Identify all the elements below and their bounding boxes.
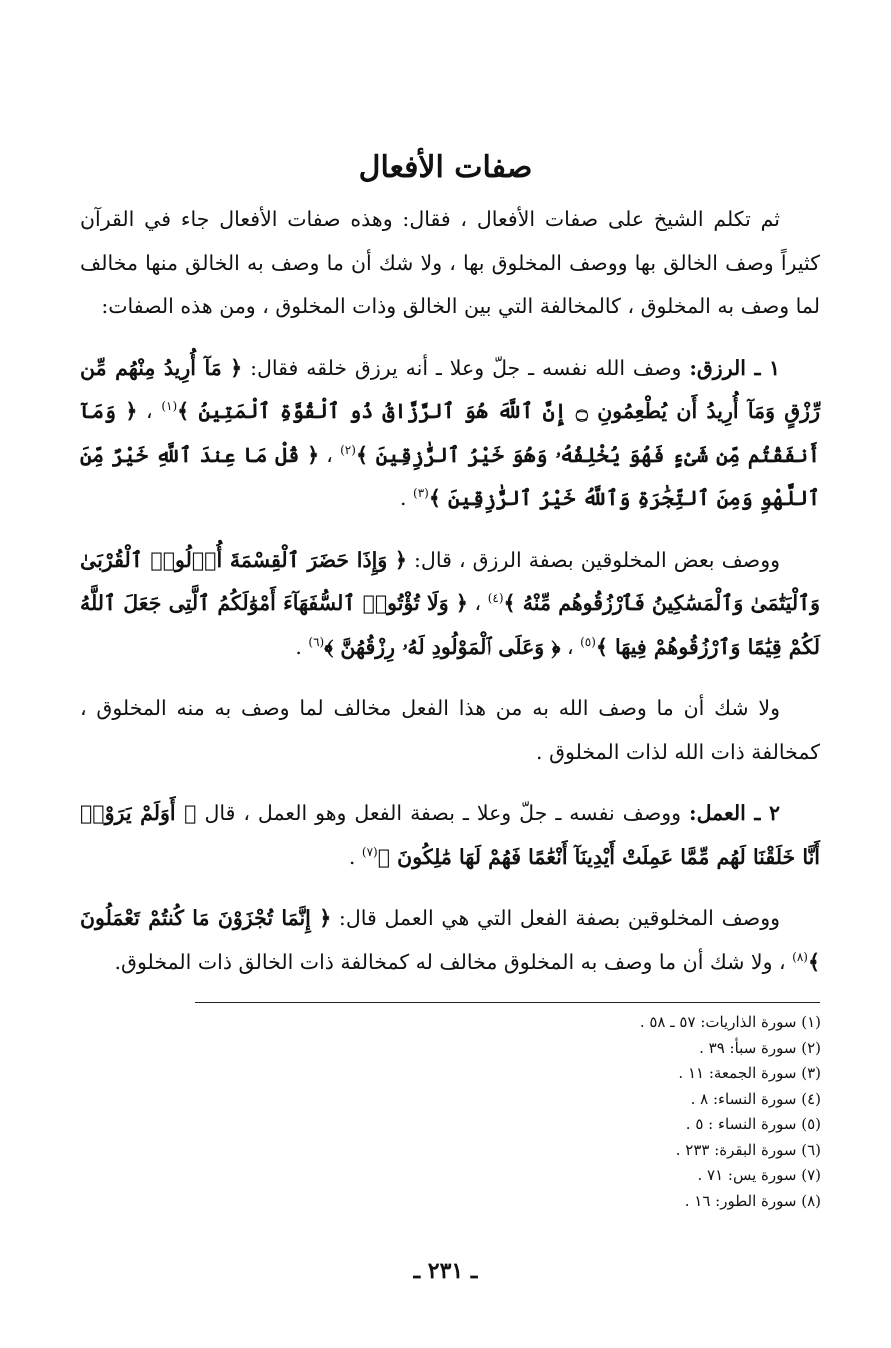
footnote-ref: (٢) [340, 442, 356, 457]
heading-amal: ٢ ـ العمل: [689, 801, 780, 825]
heading-rizq: ١ ـ الرزق: [689, 355, 780, 380]
quran-verse: ﴿ وَعَلَى ٱلْمَوْلُودِ لَهُۥ رِزْقُهُنَّ ﴾ [324, 634, 561, 659]
paragraph-difference: ولا شك أن ما وصف الله به من هذا الفعل مخالف لما وصف به منه المخلوق ، كمخالفة ذات الله لذات المخلوق . [80, 696, 820, 764]
paragraph-rizq: ١ ـ الرزق: وصف الله نفسه ـ جلّ وعلا ـ أنه يرزق خلقه فقال: ﴿ مَآ أُرِيدُ مِنْهُم مِّن رِّزْقٍ وَمَآ أُرِيدُ أَن يُطْعِمُونِ ۝ إِنَّ ٱللَّهَ هُوَ ٱلرَّزَّاقُ ذُو ٱلْقُوَّةِ ٱلْمَتِينُ ﴾$^{(١)}$ ، ﴿ وَمَآ أَنفَقْتُم مِّن شَىْءٍ فَهُوَ يُخْلِفُهُۥ وَهُوَ خَيْرُ ٱلرَّٰزِقِينَ ﴾$^{(٢)}$ ، ﴿ قُلْ مَا عِندَ ٱللَّهِ خَيْرٌ مِّنَ ٱللَّهْوِ وَمِنَ ٱلتِّجَٰرَةِ وَٱللَّهُ خَيْرُ ٱلرَّٰزِقِينَ ﴾$^{(٣)}$ . [80, 355, 820, 510]
rizq-text: وصف الله نفسه ـ جلّ وعلا ـ أنه يرزق خلقه فقال: [242, 355, 690, 380]
footnote-item: (٤) سورة النساء: ٨ . [690, 1089, 821, 1108]
amal-creatures-text: ووصف المخلوقين بصفة الفعل التي هي العمل قال: [331, 906, 780, 930]
paragraph-amal: ٢ ـ العمل: ووصف نفسه ـ جلّ وعلا ـ بصفة الفعل وهو العمل ، قال ﴿ أَوَلَمْ يَرَوْا۟ أَنَّا خَلَقْنَا لَهُم مِّمَّا عَمِلَتْ أَيْدِينَآ أَنْعَٰمًا فَهُمْ لَهَا مَٰلِكُونَ ﴾$^{(٧)}$ . [80, 801, 820, 869]
footnote-item: (١) سورة الذاريات: ٥٧ ـ ٥٨ . [639, 1013, 821, 1031]
page-number: ـ ٢٣١ ـ [413, 1258, 478, 1284]
footnote-ref: (٧) [361, 844, 378, 859]
footnote-item: (٧) سورة يس: ٧١ . [697, 1166, 821, 1184]
quran-verse: ﴿ أَوَلَمْ يَرَوْا۟ أَنَّا خَلَقْنَا لَهُم مِّمَّا عَمِلَتْ أَيْدِينَآ أَنْعَٰمًا فَهُمْ لَهَا مَٰلِكُونَ ﴾ [80, 801, 820, 869]
rizq-creatures-text: ووصف بعض المخلوقين بصفة الرزق ، قال: [406, 547, 780, 572]
paragraph-intro: ثم تكلم الشيخ على صفات الأفعال ، فقال: وهذه صفات الأفعال جاء في القرآن كثيراً وصف الخالق بها ووصف المخلوق بها ، ولا شك أن ما وصف به الخالق منها مخالف لما وصف به المخلوق ، كالمخالفة التي بين الخالق وذات المخلوق ، ومن هذه الصفات: [80, 207, 820, 318]
footnote-ref: (٦) [308, 634, 325, 649]
amal-creatures-conclusion: ، ولا شك أن ما وصف به المخلوق مخالف له كمخالفة ذات الخالق ذات المخلوق. [114, 949, 786, 974]
body-text [80, 198, 820, 1002]
quran-verse: ﴿ مَآ أُرِيدُ مِنْهُم مِّن رِّزْقٍ وَمَآ أُرِيدُ أَن يُطْعِمُونِ ۝ إِنَّ ٱللَّهَ هُوَ ٱلرَّزَّاقُ ذُو ٱلْقُوَّةِ ٱلْمَتِينُ ﴾ [80, 355, 820, 423]
footnote-divider [195, 1002, 820, 1003]
footnote-item: (٣) سورة الجمعة: ١١ . [678, 1064, 821, 1082]
paragraph-amal-creatures [80, 897, 820, 984]
footnote-item: (٥) سورة النساء : ٥ . [685, 1115, 821, 1133]
footnote-ref: (٥) [580, 634, 596, 649]
footnote-item: (٨) سورة الطور: ١٦ . [684, 1191, 821, 1210]
footnote-ref: (٣) [413, 486, 429, 501]
footnotes-list [201, 1010, 821, 1214]
footnote-ref: (١) [161, 399, 178, 414]
quran-verse: ﴿ وَلَا تُؤْتُوا۟ ٱلسُّفَهَآءَ أَمْوَٰلَكُمُ ٱلَّتِى جَعَلَ ٱللَّهُ لَكُمْ قِيَٰمًا وَٱرْزُقُوهُمْ فِيهَا ﴾ [80, 591, 820, 659]
footnote-item: (٢) سورة سبأ: ٣٩ . [699, 1038, 821, 1057]
footnote-item: (٦) سورة البقرة: ٢٣٣ . [675, 1140, 821, 1159]
quran-verse: ﴿ وَمَآ أَنفَقْتُم مِّن شَىْءٍ فَهُوَ يُخْلِفُهُۥ وَهُوَ خَيْرُ ٱلرَّٰزِقِينَ ﴾ [80, 399, 820, 467]
quran-verse: ﴿ وَإِذَا حَضَرَ ٱلْقِسْمَةَ أُو۟لُوا۟ ٱلْقُرْبَىٰ وَٱلْيَتَٰمَىٰ وَٱلْمَسَٰكِينُ فَٱرْزُقُوهُم مِّنْهُ ﴾ [80, 547, 820, 615]
footnote-ref: (٤) [487, 591, 504, 606]
quran-verse: ﴿ قُلْ مَا عِندَ ٱللَّهِ خَيْرٌ مِّنَ ٱللَّهْوِ وَمِنَ ٱلتِّجَٰرَةِ وَٱللَّهُ خَيْرُ ٱلرَّٰزِقِينَ ﴾ [80, 442, 820, 510]
quran-verse: ﴿ إِنَّمَا تُجْزَوْنَ مَا كُنتُمْ تَعْمَلُونَ ﴾ [80, 906, 820, 974]
paragraph-rizq-creatures: ووصف بعض المخلوقين بصفة الرزق ، قال: ﴿ وَإِذَا حَضَرَ ٱلْقِسْمَةَ أُو۟لُوا۟ ٱلْقُرْبَىٰ وَٱلْيَتَٰمَىٰ وَٱلْمَسَٰكِينُ فَٱرْزُقُوهُم مِّنْهُ ﴾$^{(٤)}$ ، ﴿ وَلَا تُؤْتُوا۟ ٱلسُّفَهَآءَ أَمْوَٰلَكُمُ ٱلَّتِى جَعَلَ ٱللَّهُ لَكُمْ قِيَٰمًا وَٱرْزُقُوهُمْ فِيهَا ﴾$^{(٥)}$ ، ﴿ وَعَلَى ٱلْمَوْلُودِ لَهُۥ رِزْقُهُنَّ ﴾$^{(٦)}$ . [80, 547, 820, 659]
footnote-ref: (٨) [792, 949, 808, 964]
section-title: صفات الأفعال [358, 150, 533, 185]
amal-text: ووصف نفسه ـ جلّ وعلا ـ بصفة الفعل وهو العمل ، قال [196, 801, 690, 825]
